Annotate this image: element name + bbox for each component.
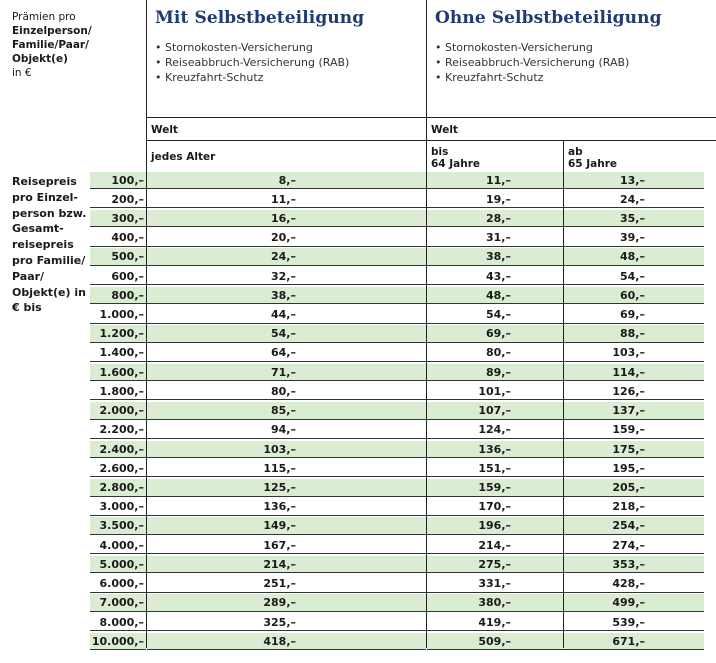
- row-separator: [427, 246, 704, 247]
- row-separator: [427, 611, 704, 612]
- premium-with-deductible-cell: 16,–: [271, 211, 296, 225]
- premium-over-65-cell: 159,–: [612, 423, 645, 437]
- premium-with-deductible-cell: 289,–: [263, 596, 296, 610]
- premium-under-65-cell: 89,–: [486, 365, 511, 379]
- travel-price-cell: 2.000,–: [99, 404, 144, 418]
- age-header-under-65: bis 64 Jahre: [431, 146, 481, 170]
- table-row: [0, 537, 716, 555]
- premium-under-65-cell: 28,–: [486, 211, 511, 225]
- premium-label-unit: in €: [12, 67, 32, 79]
- premium-over-65-cell: 103,–: [612, 346, 645, 360]
- travel-price-cell: 1.000,–: [99, 308, 144, 322]
- row-separator: [427, 265, 704, 266]
- table-row: [0, 575, 716, 593]
- table-row: [0, 268, 716, 286]
- premium-under-65-cell: 275,–: [478, 557, 511, 571]
- row-separator: [427, 284, 704, 285]
- travel-price-cell: 4.000,–: [99, 538, 144, 552]
- premium-under-65-cell: 136,–: [478, 442, 511, 456]
- table-row: [0, 210, 716, 228]
- premium-under-65-cell: 38,–: [486, 250, 511, 264]
- premium-under-65-cell: 380,–: [478, 596, 511, 610]
- premium-with-deductible-cell: 80,–: [271, 384, 296, 398]
- coverage-item: • Reiseabbruch-Versicherung (RAB): [435, 55, 662, 70]
- premium-under-65-cell: 151,–: [478, 461, 511, 475]
- premium-label-line1: Prämien pro: [12, 11, 76, 23]
- table-row: [0, 344, 716, 362]
- premium-under-65-cell: 19,–: [486, 192, 511, 206]
- table-row: [0, 460, 716, 478]
- table-row: [0, 172, 716, 190]
- premium-under-65-cell: 124,–: [478, 423, 511, 437]
- travel-price-cell: 6.000,–: [99, 577, 144, 591]
- travel-price-cell: 800,–: [111, 288, 144, 302]
- premium-under-65-cell: 101,–: [478, 384, 511, 398]
- table-row: [0, 421, 716, 439]
- section-with-deductible: [155, 8, 364, 85]
- travel-price-cell: 1.800,–: [99, 384, 144, 398]
- header-rule-top: [146, 117, 716, 118]
- premium-over-65-cell: 88,–: [620, 327, 645, 341]
- table-row: [0, 479, 716, 497]
- travel-price-cell: 10.000,–: [91, 634, 144, 648]
- premium-under-65-cell: 54,–: [486, 308, 511, 322]
- row-separator: [427, 572, 704, 573]
- premium-with-deductible-cell: 103,–: [263, 442, 296, 456]
- premium-under-65-cell: 80,–: [486, 346, 511, 360]
- premium-over-65-cell: 671,–: [612, 634, 645, 648]
- coverage-item: • Reiseabbruch-Versicherung (RAB): [155, 55, 364, 70]
- table-row: [0, 306, 716, 324]
- premium-under-65-cell: 214,–: [478, 538, 511, 552]
- travel-price-cell: 8.000,–: [99, 615, 144, 629]
- section-without-deductible: [435, 8, 662, 85]
- premium-under-65-cell: 48,–: [486, 288, 511, 302]
- region-header-without: Welt: [431, 124, 458, 136]
- premium-with-deductible-cell: 94,–: [271, 423, 296, 437]
- premium-over-65-cell: 114,–: [612, 365, 645, 379]
- premium-with-deductible-cell: 167,–: [263, 538, 296, 552]
- premium-under-65-cell: 69,–: [486, 327, 511, 341]
- table-row: [0, 594, 716, 612]
- premium-over-65-cell: 137,–: [612, 404, 645, 418]
- travel-price-cell: 200,–: [111, 192, 144, 206]
- section-title: Mit Selbstbeteiligung: [155, 8, 365, 28]
- premium-over-65-cell: 54,–: [620, 269, 645, 283]
- table-row: [0, 191, 716, 209]
- premium-with-deductible-cell: 11,–: [271, 192, 296, 206]
- premium-over-65-cell: 48,–: [620, 250, 645, 264]
- premium-over-65-cell: 218,–: [612, 500, 645, 514]
- premium-over-65-cell: 69,–: [620, 308, 645, 322]
- table-row: [0, 441, 716, 459]
- premium-over-65-cell: 254,–: [612, 519, 645, 533]
- row-separator: [427, 457, 704, 458]
- travel-price-cell: 1.600,–: [99, 365, 144, 379]
- premium-under-65-cell: 331,–: [478, 577, 511, 591]
- premium-over-65-cell: 13,–: [620, 173, 645, 187]
- table-row: [0, 383, 716, 401]
- table-row: [0, 402, 716, 420]
- table-row: [0, 325, 716, 343]
- row-separator: [427, 630, 704, 631]
- row-separator: [427, 438, 704, 439]
- row-separator: [427, 303, 704, 304]
- premium-with-deductible-cell: 125,–: [263, 481, 296, 495]
- table-row: [0, 517, 716, 535]
- row-separator: [427, 380, 704, 381]
- coverage-item: • Kreuzfahrt-Schutz: [435, 70, 662, 85]
- row-separator: [427, 649, 704, 650]
- premium-over-65-cell: 274,–: [612, 538, 645, 552]
- premium-over-65-cell: 499,–: [612, 596, 645, 610]
- age-header-all: jedes Alter: [151, 151, 216, 163]
- row-separator: [427, 207, 704, 208]
- premium-over-65-cell: 60,–: [620, 288, 645, 302]
- premium-with-deductible-cell: 325,–: [263, 615, 296, 629]
- premium-with-deductible-cell: 214,–: [263, 557, 296, 571]
- row-separator: [427, 515, 704, 516]
- premium-label: [12, 10, 92, 80]
- travel-price-cell: 500,–: [111, 250, 144, 264]
- age-header-over-65: ab 65 Jahre: [568, 146, 618, 170]
- premium-under-65-cell: 107,–: [478, 404, 511, 418]
- travel-price-cell: 2.200,–: [99, 423, 144, 437]
- table-row: [0, 556, 716, 574]
- row-separator: [427, 361, 704, 362]
- premium-with-deductible-cell: 136,–: [263, 500, 296, 514]
- travel-price-cell: 2.400,–: [99, 442, 144, 456]
- premium-under-65-cell: 31,–: [486, 231, 511, 245]
- travel-price-cell: 7.000,–: [99, 596, 144, 610]
- premium-with-deductible-cell: 38,–: [271, 288, 296, 302]
- row-separator: [427, 188, 704, 189]
- premium-with-deductible-cell: 149,–: [263, 519, 296, 533]
- premium-under-65-cell: 196,–: [478, 519, 511, 533]
- coverage-item: • Stornokosten-Versicherung: [435, 40, 662, 55]
- premium-with-deductible-cell: 85,–: [271, 404, 296, 418]
- coverage-item: • Kreuzfahrt-Schutz: [155, 70, 364, 85]
- section-title: Ohne Selbstbeteiligung: [435, 8, 662, 28]
- premium-under-65-cell: 419,–: [478, 615, 511, 629]
- row-separator: [427, 476, 704, 477]
- travel-price-cell: 1.200,–: [99, 327, 144, 341]
- row-separator: [427, 534, 704, 535]
- premium-over-65-cell: 353,–: [612, 557, 645, 571]
- premium-with-deductible-cell: 115,–: [263, 461, 296, 475]
- premium-under-65-cell: 170,–: [478, 500, 511, 514]
- coverage-list: [155, 40, 364, 85]
- premium-under-65-cell: 509,–: [478, 634, 511, 648]
- travel-price-cell: 1.400,–: [99, 346, 144, 360]
- premium-over-65-cell: 195,–: [612, 461, 645, 475]
- row-separator: [427, 323, 704, 324]
- table-row: [0, 229, 716, 247]
- premium-with-deductible-cell: 20,–: [271, 231, 296, 245]
- premium-label-bold: Einzelperson/ Familie/Paar/ Objekt(e): [12, 25, 92, 65]
- table-row: [0, 364, 716, 382]
- travel-price-cell: 3.500,–: [99, 519, 144, 533]
- premium-with-deductible-cell: 251,–: [263, 577, 296, 591]
- table-row: [0, 614, 716, 632]
- premium-with-deductible-cell: 44,–: [271, 308, 296, 322]
- premium-under-65-cell: 159,–: [478, 481, 511, 495]
- row-separator: [427, 226, 704, 227]
- premium-over-65-cell: 24,–: [620, 192, 645, 206]
- premium-with-deductible-cell: 8,–: [278, 173, 296, 187]
- row-separator: [427, 592, 704, 593]
- premium-with-deductible-cell: 54,–: [271, 327, 296, 341]
- premium-over-65-cell: 428,–: [612, 577, 645, 591]
- travel-price-cell: 600,–: [111, 269, 144, 283]
- row-separator: [427, 553, 704, 554]
- premium-over-65-cell: 126,–: [612, 384, 645, 398]
- header-rule-middle: [146, 140, 716, 141]
- premium-over-65-cell: 39,–: [620, 231, 645, 245]
- table-row: [0, 248, 716, 266]
- travel-price-cell: 400,–: [111, 231, 144, 245]
- row-separator: [427, 419, 704, 420]
- premium-over-65-cell: 175,–: [612, 442, 645, 456]
- premium-with-deductible-cell: 64,–: [271, 346, 296, 360]
- row-separator: [427, 342, 704, 343]
- travel-price-cell: 2.800,–: [99, 481, 144, 495]
- premium-with-deductible-cell: 71,–: [271, 365, 296, 379]
- coverage-list: [435, 40, 662, 85]
- travel-price-cell: 100,–: [111, 173, 144, 187]
- travel-price-cell: 3.000,–: [99, 500, 144, 514]
- region-header-with: Welt: [151, 124, 178, 136]
- table-row: [0, 287, 716, 305]
- premium-under-65-cell: 43,–: [486, 269, 511, 283]
- coverage-item: • Stornokosten-Versicherung: [155, 40, 364, 55]
- travel-price-label: Reisepreis pro Einzel-person bzw. Gesamt-reisepreis pro Familie/ Paar/ Objekt(e) in € bis: [12, 175, 87, 315]
- premium-with-deductible-cell: 418,–: [263, 634, 296, 648]
- premium-with-deductible-cell: 24,–: [271, 250, 296, 264]
- table-row: [0, 498, 716, 516]
- premium-over-65-cell: 205,–: [612, 481, 645, 495]
- travel-price-cell: 5.000,–: [99, 557, 144, 571]
- premium-over-65-cell: 539,–: [612, 615, 645, 629]
- travel-price-cell: 2.600,–: [99, 461, 144, 475]
- premium-under-65-cell: 11,–: [486, 173, 511, 187]
- premium-with-deductible-cell: 32,–: [271, 269, 296, 283]
- row-separator: [427, 496, 704, 497]
- table-row: [0, 633, 716, 651]
- row-separator: [427, 399, 704, 400]
- premium-over-65-cell: 35,–: [620, 211, 645, 225]
- travel-price-cell: 300,–: [111, 211, 144, 225]
